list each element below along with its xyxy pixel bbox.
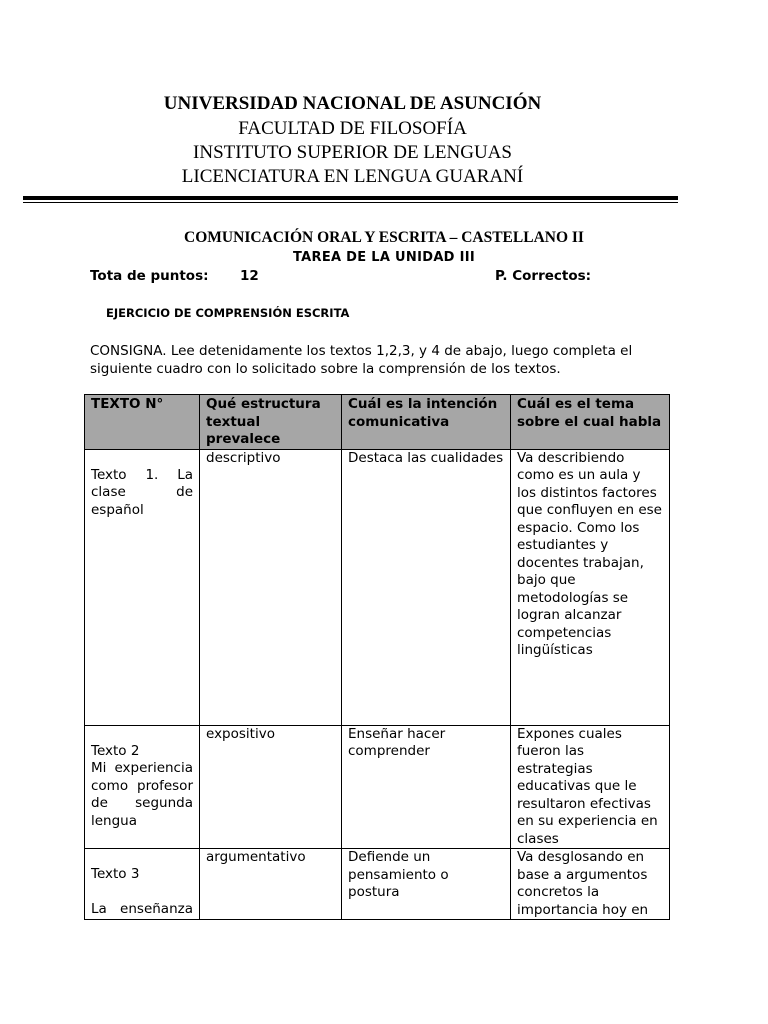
- texto-cell: [85, 849, 200, 920]
- total-points-value: 12: [240, 268, 259, 284]
- table-row: [85, 449, 670, 725]
- course-title: COMUNICACIÓN ORAL Y ESCRITA – CASTELLANO II: [184, 229, 584, 246]
- institute-title: INSTITUTO SUPERIOR DE LENGUAS: [193, 142, 512, 163]
- texto-name: Mi experiencia como profesor de segunda lengua: [91, 760, 193, 829]
- intencion-cell: Destaca las cualidades: [342, 449, 511, 725]
- correct-points-label: P. Correctos:: [495, 268, 592, 284]
- tema-cell: Expones cuales fueron las estrategias educativas que le resultaron efectivas en su experiencia en clases: [511, 725, 670, 849]
- tema-cell: Va describiendo como es un aula y los distintos factores que confluyen en ese espacio. Como los estudiantes y docentes trabajan, bajo que metodologías se logran alcanzar competencias lingüísticas: [511, 449, 670, 725]
- total-points-label: Tota de puntos:: [90, 268, 209, 284]
- header-estructura: Qué estructura textual prevalece: [200, 395, 342, 450]
- texto-number: Texto 3: [91, 866, 140, 882]
- estructura-cell: argumentativo: [200, 849, 342, 920]
- exercise-title: EJERCICIO DE COMPRENSIÓN ESCRITA: [106, 306, 350, 320]
- intencion-cell: Defiende un pensamiento o postura: [342, 849, 511, 920]
- table-row: [85, 849, 670, 920]
- assignment-title: TAREA DE LA UNIDAD III: [292, 250, 476, 265]
- degree-title: LICENCIATURA EN LENGUA GUARANÍ: [181, 166, 524, 187]
- header-divider-thin: [23, 202, 678, 203]
- estructura-cell: descriptivo: [200, 449, 342, 725]
- texto-name: La enseñanza: [91, 900, 193, 917]
- instructions-paragraph: CONSIGNA. Lee detenidamente los textos 1,2,3, y 4 de abajo, luego completa el siguiente cuadro con lo solicitado sobre la comprensión de los textos.: [90, 343, 633, 377]
- tema-cell: Va desglosando en base a argumentos concretos la importancia hoy en: [511, 849, 670, 920]
- texto-cell: [85, 449, 200, 725]
- table-row: [85, 725, 670, 849]
- university-title: UNIVERSIDAD NACIONAL DE ASUNCIÓN: [163, 93, 542, 114]
- header-texto: TEXTO N°: [85, 395, 200, 450]
- faculty-title: FACULTAD DE FILOSOFÍA: [238, 118, 467, 139]
- texto-cell: [85, 725, 200, 849]
- table-header-row: [85, 395, 670, 450]
- header-tema: Cuál es el tema sobre el cual habla: [511, 395, 670, 450]
- header-intencion: Cuál es la intención comunicativa: [342, 395, 511, 450]
- texto-number: Texto 2: [91, 742, 140, 759]
- header-divider-thick: [23, 196, 678, 200]
- intencion-cell: Enseñar hacer comprender: [342, 725, 511, 849]
- estructura-cell: expositivo: [200, 725, 342, 849]
- texto-number: Texto 1. La clase de español: [91, 466, 194, 518]
- comprehension-table: [84, 394, 670, 920]
